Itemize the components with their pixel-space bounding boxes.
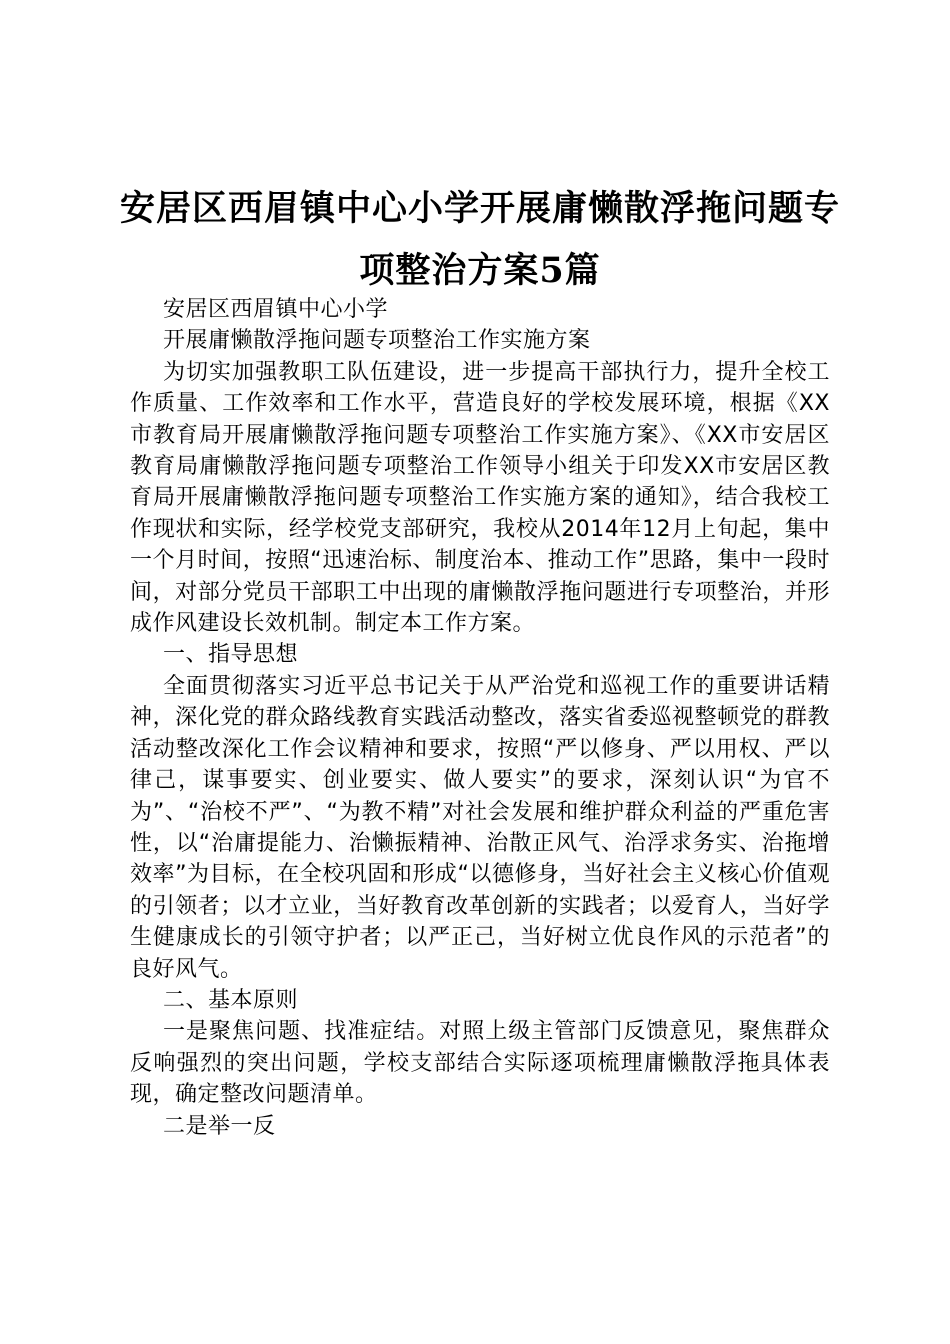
- document-title: 安居区西眉镇中心小学开展庸懒散浮拖问题专项整治方案5篇: [120, 188, 841, 291]
- section-heading-guiding-ideology: 一、指导思想: [163, 642, 299, 668]
- document-body: [130, 294, 830, 1142]
- paragraph-principle-two: 二是举一反: [163, 1113, 276, 1139]
- paragraph-intro: 为切实加强教职工队伍建设，进一步提高干部执行力，提升全校工作质量、工作效率和工作水平，营造良好的学校发展环境，根据《XX市教育局开展庸懒散浮拖问题专项整治工作实施方案》、《XX市安居区教育局庸懒散浮拖问题专项整治工作领导小组关于印发XX市安居区教育局开展庸懒散浮拖问题专项整治工作实施方案的通知》，结合我校工作现状和实际，经学校党支部研究，我校从2014年12月上旬起，集中一个月时间，按照“迅速治标、制度治本、推动工作”思路，集中一段时间，对部分党员干部职工中出现的庸懒散浮拖问题进行专项整治，并形成作风建设长效机制。制定本工作方案。: [130, 359, 830, 637]
- paragraph-guiding-ideology: 全面贯彻落实习近平总书记关于从严治党和巡视工作的重要讲话精神，深化党的群众路线教育实践活动整改，落实省委巡视整顿党的群教活动整改深化工作会议精神和要求，按照“严以修身、严以用权、严以律己，谋事要实、创业要实、做人要实”的要求，深刻认识“为官不为”、“治校不严”、“为教不精”对社会发展和维护群众利益的严重危害性，以“治庸提能力、治懒振精神、治散正风气、治浮求务实、治拖增效率”为目标，在全校巩固和形成“以德修身，当好社会主义核心价值观的引领者；以才立业，当好教育改革创新的实践者；以爱育人，当好学生健康成长的引领守护者；以严正己，当好树立优良作风的示范者”的良好风气。: [130, 673, 830, 982]
- paragraph-plan-name: 开展庸懒散浮拖问题专项整治工作实施方案: [163, 328, 591, 354]
- paragraph-principle-one: 一是聚焦问题、找准症结。对照上级主管部门反馈意见，聚焦群众反响强烈的突出问题，学校支部结合实际逐项梳理庸懒散浮拖具体表现，确定整改问题清单。: [130, 1019, 830, 1108]
- paragraph-school-name: 安居区西眉镇中心小学: [163, 297, 389, 322]
- section-heading-basic-principles: 二、基本原则: [163, 987, 299, 1013]
